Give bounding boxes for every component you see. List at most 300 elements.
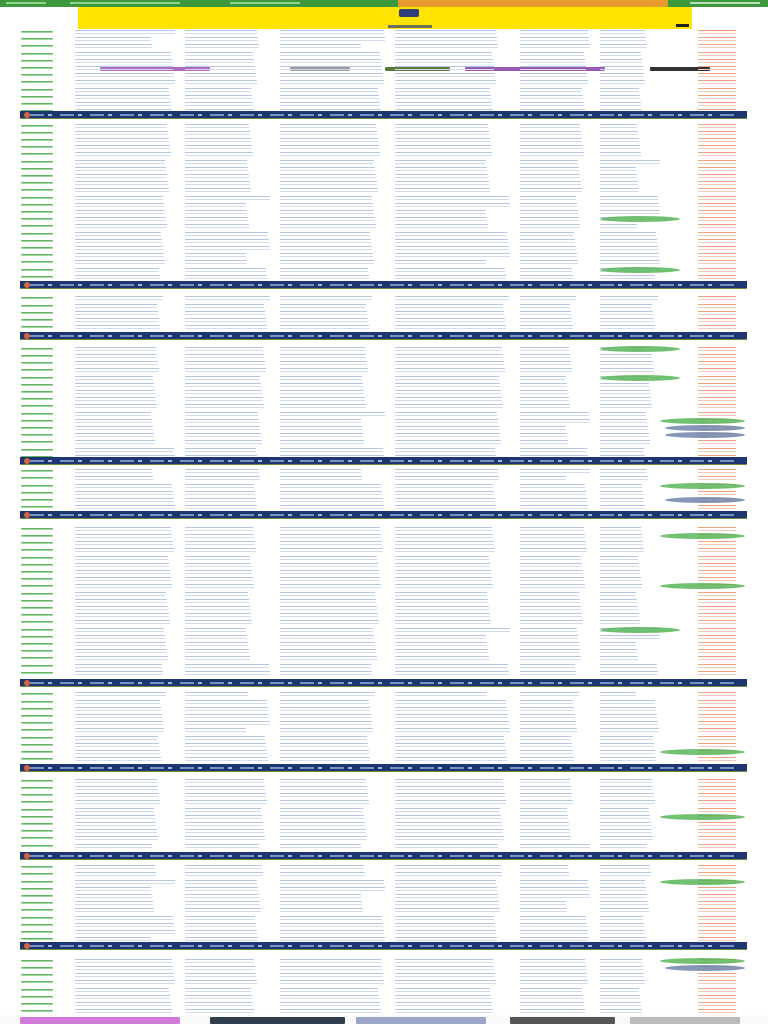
row-odds[interactable] xyxy=(698,469,736,473)
row-cell[interactable] xyxy=(75,390,155,394)
table-row[interactable] xyxy=(0,87,768,93)
row-time-link[interactable] xyxy=(21,218,53,220)
row-time-link[interactable] xyxy=(21,801,53,803)
row-cell[interactable] xyxy=(185,577,253,581)
row-cell[interactable] xyxy=(185,217,248,221)
row-cell[interactable] xyxy=(185,908,261,912)
table-row[interactable] xyxy=(0,727,768,733)
row-cell[interactable] xyxy=(185,1009,254,1013)
row-time-link[interactable] xyxy=(21,708,53,710)
row-odds[interactable] xyxy=(698,894,736,898)
table-row[interactable] xyxy=(0,65,768,71)
row-cell[interactable] xyxy=(75,937,151,941)
row-cell[interactable] xyxy=(185,836,265,840)
row-cell[interactable] xyxy=(75,37,151,41)
highlight-pill[interactable] xyxy=(600,375,680,381)
row-cell[interactable] xyxy=(75,239,162,243)
row-cell[interactable] xyxy=(75,649,167,653)
table-row[interactable] xyxy=(0,843,768,849)
row-cell[interactable] xyxy=(185,448,256,452)
row-time-link[interactable] xyxy=(21,506,53,508)
row-time-link[interactable] xyxy=(21,96,53,98)
row-cell[interactable] xyxy=(185,260,247,264)
row-odds[interactable] xyxy=(698,973,736,977)
row-time-link[interactable] xyxy=(21,326,53,328)
row-cell[interactable] xyxy=(185,368,266,372)
row-time-link[interactable] xyxy=(21,636,53,638)
table-row[interactable] xyxy=(0,403,768,409)
row-cell[interactable] xyxy=(75,102,171,106)
row-odds[interactable] xyxy=(698,246,736,250)
row-odds[interactable] xyxy=(698,181,736,185)
row-time-link[interactable] xyxy=(21,722,53,724)
table-row[interactable] xyxy=(0,828,768,834)
row-cell[interactable] xyxy=(75,577,171,581)
table-row[interactable] xyxy=(0,418,768,424)
row-cell[interactable] xyxy=(185,880,257,884)
table-row[interactable] xyxy=(0,655,768,661)
table-row[interactable] xyxy=(0,605,768,611)
row-odds[interactable] xyxy=(698,649,736,653)
table-row[interactable] xyxy=(0,526,768,532)
row-odds[interactable] xyxy=(698,822,736,826)
row-odds[interactable] xyxy=(698,872,736,876)
row-time-link[interactable] xyxy=(21,751,53,753)
row-cell[interactable] xyxy=(75,743,159,747)
table-row[interactable] xyxy=(0,879,768,885)
row-odds[interactable] xyxy=(698,397,736,401)
row-cell[interactable] xyxy=(75,700,160,704)
row-cell[interactable] xyxy=(75,656,168,660)
row-time-link[interactable] xyxy=(21,132,53,134)
row-odds[interactable] xyxy=(698,253,736,257)
row-odds[interactable] xyxy=(698,901,736,905)
row-cell[interactable] xyxy=(75,613,169,617)
table-row[interactable] xyxy=(0,821,768,827)
row-cell[interactable] xyxy=(75,152,171,156)
row-cell[interactable] xyxy=(185,44,259,48)
row-time-link[interactable] xyxy=(21,204,53,206)
row-cell[interactable] xyxy=(75,671,163,675)
table-row[interactable] xyxy=(0,497,768,503)
row-cell[interactable] xyxy=(75,556,168,560)
row-cell[interactable] xyxy=(185,440,262,444)
row-cell[interactable] xyxy=(185,203,246,207)
row-odds[interactable] xyxy=(698,692,736,696)
row-cell[interactable] xyxy=(75,959,172,963)
row-cell[interactable] xyxy=(185,556,250,560)
row-cell[interactable] xyxy=(185,268,266,272)
row-time-link[interactable] xyxy=(21,672,53,674)
row-odds[interactable] xyxy=(698,296,736,300)
row-cell[interactable] xyxy=(185,253,246,257)
row-cell[interactable] xyxy=(185,383,261,387)
row-odds[interactable] xyxy=(698,541,736,545)
table-row[interactable] xyxy=(0,576,768,582)
row-odds[interactable] xyxy=(698,145,736,149)
row-time-link[interactable] xyxy=(21,758,53,760)
table-row[interactable] xyxy=(0,195,768,201)
table-row[interactable] xyxy=(0,209,768,215)
table-row[interactable] xyxy=(0,72,768,78)
row-odds[interactable] xyxy=(698,440,736,444)
row-cell[interactable] xyxy=(75,30,175,34)
row-cell[interactable] xyxy=(75,592,166,596)
row-cell[interactable] xyxy=(75,397,156,401)
row-time-link[interactable] xyxy=(21,182,53,184)
row-odds[interactable] xyxy=(698,260,736,264)
row-cell[interactable] xyxy=(75,980,175,984)
row-time-link[interactable] xyxy=(21,175,53,177)
row-cell[interactable] xyxy=(185,829,264,833)
row-time-link[interactable] xyxy=(21,1003,53,1005)
row-cell[interactable] xyxy=(75,433,154,437)
table-row[interactable] xyxy=(0,871,768,877)
table-row[interactable] xyxy=(0,367,768,373)
row-cell[interactable] xyxy=(75,563,169,567)
row-time-link[interactable] xyxy=(21,845,53,847)
row-cell[interactable] xyxy=(185,894,259,898)
row-time-link[interactable] xyxy=(21,377,53,379)
row-odds[interactable] xyxy=(698,354,736,358)
row-cell[interactable] xyxy=(185,347,263,351)
row-cell[interactable] xyxy=(75,469,152,473)
row-cell[interactable] xyxy=(185,80,257,84)
row-cell[interactable] xyxy=(75,224,167,228)
row-time-link[interactable] xyxy=(21,938,53,940)
row-cell[interactable] xyxy=(75,383,154,387)
row-cell[interactable] xyxy=(75,829,157,833)
row-cell[interactable] xyxy=(185,815,262,819)
row-cell[interactable] xyxy=(75,253,164,257)
table-row[interactable] xyxy=(0,295,768,301)
row-cell[interactable] xyxy=(75,815,155,819)
row-time-link[interactable] xyxy=(21,585,53,587)
row-time-link[interactable] xyxy=(21,31,53,33)
table-row[interactable] xyxy=(0,267,768,273)
row-time-link[interactable] xyxy=(21,477,53,479)
row-cell[interactable] xyxy=(185,232,268,236)
table-row[interactable] xyxy=(0,101,768,107)
row-odds[interactable] xyxy=(698,44,736,48)
row-cell[interactable] xyxy=(75,750,160,754)
table-row[interactable] xyxy=(0,310,768,316)
row-cell[interactable] xyxy=(75,203,164,207)
row-time-link[interactable] xyxy=(21,240,53,242)
row-cell[interactable] xyxy=(185,656,250,660)
row-time-link[interactable] xyxy=(21,67,53,69)
row-odds[interactable] xyxy=(698,628,736,632)
row-cell[interactable] xyxy=(75,52,171,56)
row-cell[interactable] xyxy=(75,836,158,840)
row-cell[interactable] xyxy=(185,714,269,718)
row-cell[interactable] xyxy=(185,124,249,128)
row-time-link[interactable] xyxy=(21,794,53,796)
row-time-link[interactable] xyxy=(21,729,53,731)
row-time-link[interactable] xyxy=(21,441,53,443)
table-row[interactable] xyxy=(0,634,768,640)
row-odds[interactable] xyxy=(698,131,736,135)
row-cell[interactable] xyxy=(75,73,174,77)
row-cell[interactable] xyxy=(75,1009,172,1013)
row-cell[interactable] xyxy=(75,736,158,740)
row-odds[interactable] xyxy=(698,361,736,365)
row-time-link[interactable] xyxy=(21,247,53,249)
row-cell[interactable] xyxy=(185,721,270,725)
row-time-link[interactable] xyxy=(21,254,53,256)
row-cell[interactable] xyxy=(185,671,270,675)
row-odds[interactable] xyxy=(698,304,736,308)
row-odds[interactable] xyxy=(698,412,736,416)
row-odds[interactable] xyxy=(698,138,736,142)
row-odds[interactable] xyxy=(698,275,736,279)
row-cell[interactable] xyxy=(185,606,250,610)
row-cell[interactable] xyxy=(75,88,169,92)
row-time-link[interactable] xyxy=(21,53,53,55)
row-odds[interactable] xyxy=(698,714,736,718)
row-odds[interactable] xyxy=(698,73,736,77)
row-cell[interactable] xyxy=(185,541,255,545)
row-odds[interactable] xyxy=(698,80,736,84)
row-time-link[interactable] xyxy=(21,542,53,544)
row-time-link[interactable] xyxy=(21,960,53,962)
row-time-link[interactable] xyxy=(21,146,53,148)
row-odds[interactable] xyxy=(698,404,736,408)
row-cell[interactable] xyxy=(75,534,172,538)
row-cell[interactable] xyxy=(185,700,267,704)
row-time-link[interactable] xyxy=(21,485,53,487)
highlight-pill[interactable] xyxy=(660,533,745,539)
row-time-link[interactable] xyxy=(21,74,53,76)
row-time-link[interactable] xyxy=(21,873,53,875)
table-row[interactable] xyxy=(0,965,768,971)
row-cell[interactable] xyxy=(75,160,165,164)
row-cell[interactable] xyxy=(185,469,259,473)
row-odds[interactable] xyxy=(698,606,736,610)
table-row[interactable] xyxy=(0,173,768,179)
row-odds[interactable] xyxy=(698,174,736,178)
row-odds[interactable] xyxy=(698,721,736,725)
row-cell[interactable] xyxy=(75,124,167,128)
row-time-link[interactable] xyxy=(21,348,53,350)
row-odds[interactable] xyxy=(698,95,736,99)
row-odds[interactable] xyxy=(698,563,736,567)
row-odds[interactable] xyxy=(698,505,736,509)
row-cell[interactable] xyxy=(185,73,256,77)
row-time-link[interactable] xyxy=(21,276,53,278)
highlight-pill[interactable] xyxy=(660,958,745,964)
row-cell[interactable] xyxy=(75,210,165,214)
row-cell[interactable] xyxy=(75,311,158,315)
row-cell[interactable] xyxy=(75,426,153,430)
row-cell[interactable] xyxy=(75,541,173,545)
row-cell[interactable] xyxy=(75,145,170,149)
row-time-link[interactable] xyxy=(21,420,53,422)
row-cell[interactable] xyxy=(185,239,269,243)
row-odds[interactable] xyxy=(698,52,736,56)
row-odds[interactable] xyxy=(698,728,736,732)
table-row[interactable] xyxy=(0,547,768,553)
footer-ads[interactable] xyxy=(0,1015,768,1024)
row-odds[interactable] xyxy=(698,570,736,574)
row-time-link[interactable] xyxy=(21,405,53,407)
row-time-link[interactable] xyxy=(21,888,53,890)
row-cell[interactable] xyxy=(75,880,175,884)
table-row[interactable] xyxy=(0,439,768,445)
row-cell[interactable] xyxy=(185,1002,253,1006)
row-odds[interactable] xyxy=(698,167,736,171)
row-cell[interactable] xyxy=(185,995,252,999)
section-header[interactable] xyxy=(20,679,747,687)
row-cell[interactable] xyxy=(185,210,247,214)
table-row[interactable] xyxy=(0,216,768,222)
row-time-link[interactable] xyxy=(21,413,53,415)
table-row[interactable] xyxy=(0,598,768,604)
row-odds[interactable] xyxy=(698,707,736,711)
row-cell[interactable] xyxy=(75,498,174,502)
row-cell[interactable] xyxy=(185,296,270,300)
row-time-link[interactable] xyxy=(21,470,53,472)
row-odds[interactable] xyxy=(698,786,736,790)
section-header[interactable] xyxy=(20,111,747,119)
highlight-pill[interactable] xyxy=(660,879,745,885)
row-time-link[interactable] xyxy=(21,643,53,645)
row-cell[interactable] xyxy=(75,800,160,804)
table-row[interactable] xyxy=(0,231,768,237)
row-odds[interactable] xyxy=(698,829,736,833)
row-cell[interactable] xyxy=(75,368,159,372)
table-row[interactable] xyxy=(0,346,768,352)
highlight-pill[interactable] xyxy=(600,216,680,222)
table-row[interactable] xyxy=(0,166,768,172)
section-header[interactable] xyxy=(20,852,747,860)
row-odds[interactable] xyxy=(698,887,736,891)
row-cell[interactable] xyxy=(185,793,266,797)
row-cell[interactable] xyxy=(185,599,249,603)
table-row[interactable] xyxy=(0,353,768,359)
table-row[interactable] xyxy=(0,432,768,438)
row-cell[interactable] xyxy=(185,584,254,588)
row-cell[interactable] xyxy=(75,894,152,898)
row-cell[interactable] xyxy=(75,80,175,84)
row-time-link[interactable] xyxy=(21,967,53,969)
table-row[interactable] xyxy=(0,51,768,57)
row-cell[interactable] xyxy=(185,937,258,941)
row-cell[interactable] xyxy=(185,491,255,495)
table-row[interactable] xyxy=(0,274,768,280)
row-cell[interactable] xyxy=(75,131,168,135)
row-time-link[interactable] xyxy=(21,650,53,652)
row-time-link[interactable] xyxy=(21,593,53,595)
table-row[interactable] xyxy=(0,159,768,165)
table-row[interactable] xyxy=(0,569,768,575)
row-cell[interactable] xyxy=(75,138,169,142)
section-header[interactable] xyxy=(20,281,747,289)
row-odds[interactable] xyxy=(698,217,736,221)
row-odds[interactable] xyxy=(698,757,736,761)
row-cell[interactable] xyxy=(75,908,154,912)
row-time-link[interactable] xyxy=(21,449,53,451)
row-cell[interactable] xyxy=(75,728,164,732)
row-cell[interactable] xyxy=(75,44,152,48)
row-cell[interactable] xyxy=(75,59,172,63)
row-time-link[interactable] xyxy=(21,1010,53,1012)
table-row[interactable] xyxy=(0,807,768,813)
row-time-link[interactable] xyxy=(21,535,53,537)
highlight-pill[interactable] xyxy=(600,627,680,633)
row-odds[interactable] xyxy=(698,599,736,603)
row-time-link[interactable] xyxy=(21,564,53,566)
row-cell[interactable] xyxy=(75,570,170,574)
table-row[interactable] xyxy=(0,151,768,157)
row-cell[interactable] xyxy=(185,505,257,509)
row-cell[interactable] xyxy=(185,196,270,200)
row-cell[interactable] xyxy=(185,664,269,668)
row-cell[interactable] xyxy=(185,901,260,905)
row-cell[interactable] xyxy=(185,311,265,315)
row-cell[interactable] xyxy=(185,390,262,394)
row-cell[interactable] xyxy=(185,808,261,812)
row-time-link[interactable] xyxy=(21,981,53,983)
row-cell[interactable] xyxy=(185,527,253,531)
row-cell[interactable] xyxy=(185,692,248,696)
row-cell[interactable] xyxy=(185,37,258,41)
row-odds[interactable] xyxy=(698,930,736,934)
row-time-link[interactable] xyxy=(21,189,53,191)
row-time-link[interactable] xyxy=(21,319,53,321)
row-cell[interactable] xyxy=(75,419,152,423)
row-odds[interactable] xyxy=(698,700,736,704)
row-time-link[interactable] xyxy=(21,621,53,623)
row-time-link[interactable] xyxy=(21,989,53,991)
table-row[interactable] xyxy=(0,583,768,589)
row-odds[interactable] xyxy=(698,37,736,41)
row-cell[interactable] xyxy=(185,865,262,869)
highlight-pill[interactable] xyxy=(660,483,745,489)
row-cell[interactable] xyxy=(75,196,163,200)
table-row[interactable] xyxy=(0,317,768,323)
table-row[interactable] xyxy=(0,540,768,546)
row-odds[interactable] xyxy=(698,476,736,480)
row-cell[interactable] xyxy=(185,138,251,142)
row-odds[interactable] xyxy=(698,620,736,624)
row-cell[interactable] xyxy=(185,736,265,740)
row-cell[interactable] xyxy=(75,246,163,250)
table-row[interactable] xyxy=(0,627,768,633)
section-header[interactable] xyxy=(20,942,747,950)
row-time-link[interactable] xyxy=(21,571,53,573)
row-cell[interactable] xyxy=(75,505,175,509)
row-odds[interactable] xyxy=(698,808,736,812)
row-odds[interactable] xyxy=(698,232,736,236)
highlight-pill[interactable] xyxy=(665,965,745,971)
row-time-link[interactable] xyxy=(21,125,53,127)
table-row[interactable] xyxy=(0,490,768,496)
row-cell[interactable] xyxy=(185,973,256,977)
row-cell[interactable] xyxy=(75,844,152,848)
row-cell[interactable] xyxy=(75,973,174,977)
highlight-pill[interactable] xyxy=(665,432,745,438)
highlight-pill[interactable] xyxy=(660,583,745,589)
row-odds[interactable] xyxy=(698,916,736,920)
table-row[interactable] xyxy=(0,979,768,985)
row-time-link[interactable] xyxy=(21,909,53,911)
row-time-link[interactable] xyxy=(21,391,53,393)
row-cell[interactable] xyxy=(75,872,156,876)
row-odds[interactable] xyxy=(698,671,736,675)
table-row[interactable] xyxy=(0,130,768,136)
row-odds[interactable] xyxy=(698,743,736,747)
